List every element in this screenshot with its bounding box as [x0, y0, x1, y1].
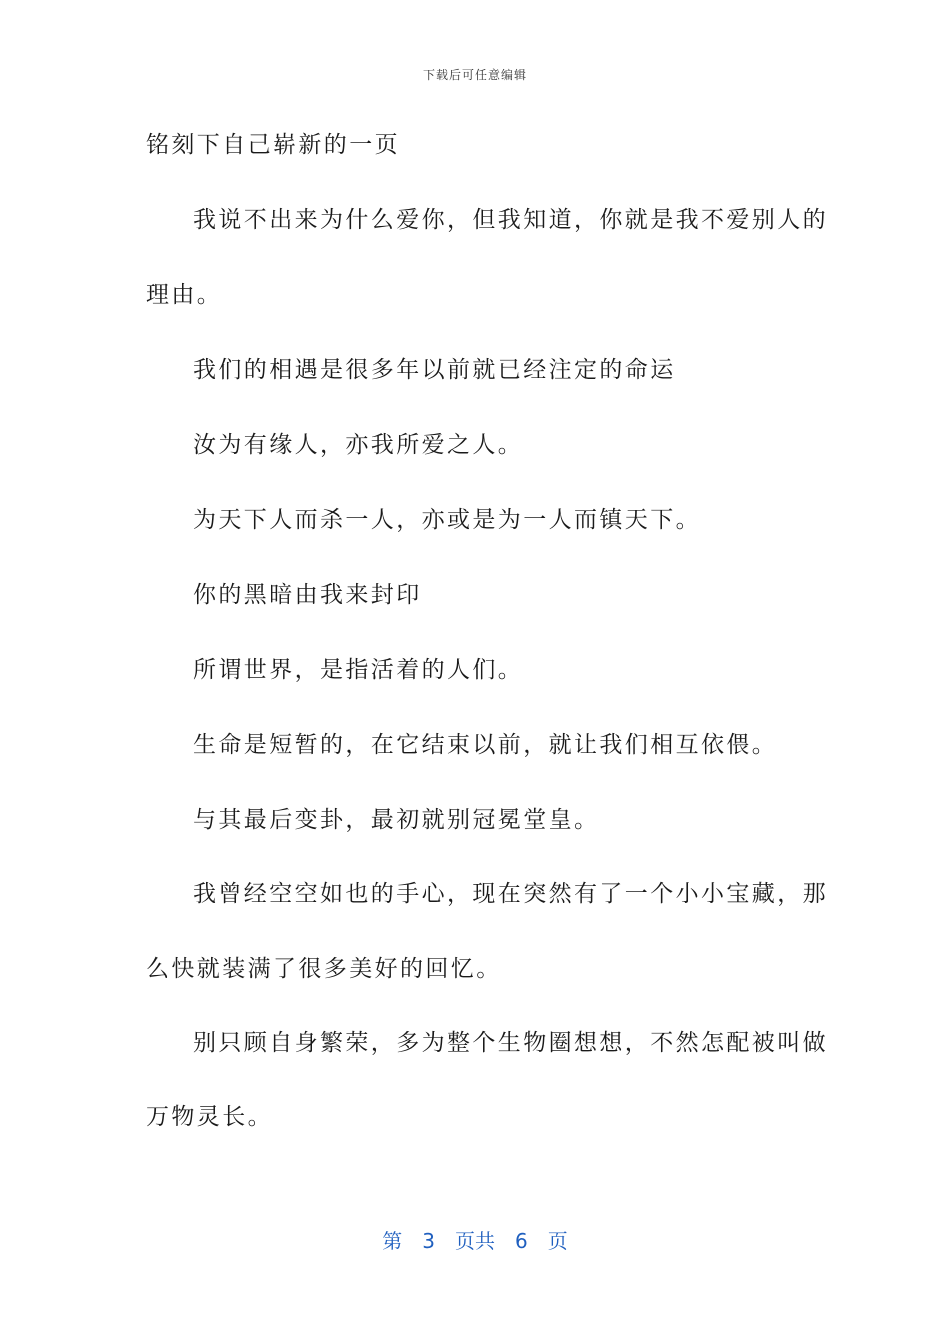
paragraph-line: 所谓世界，是指活着的人们。 [193, 657, 524, 683]
paragraph-line: 我说不出来为什么爱你，但我知道，你就是我不爱别人的 [193, 207, 828, 233]
paragraph-line: 你的黑暗由我来封印 [193, 582, 422, 608]
footer-middle: 页共 [455, 1229, 495, 1253]
footer-suffix: 页 [547, 1229, 568, 1253]
footer-total-pages: 6 [515, 1229, 528, 1253]
paragraph-line: 么快就装满了很多美好的回忆。 [146, 956, 502, 982]
paragraph-line: 铭刻下自己崭新的一页 [146, 132, 400, 158]
paragraph-line: 别只顾自身繁荣，多为整个生物圈想想，不然怎配被叫做 [193, 1030, 828, 1056]
paragraph-line: 理由。 [146, 282, 223, 308]
footer-current-page: 3 [422, 1229, 435, 1253]
paragraph-line: 与其最后变卦，最初就别冠冕堂皇。 [193, 807, 600, 833]
footer-prefix: 第 [382, 1229, 403, 1253]
paragraph-line: 汝为有缘人，亦我所爱之人。 [193, 432, 524, 458]
paragraph-line: 生命是短暂的，在它结束以前，就让我们相互依偎。 [193, 732, 778, 758]
paragraph-line: 我们的相遇是很多年以前就已经注定的命运 [193, 357, 676, 383]
paragraph-line: 我曾经空空如也的手心，现在突然有了一个小小宝藏，那 [193, 881, 828, 907]
paragraph-line: 为天下人而杀一人，亦或是为一人而镇天下。 [193, 507, 701, 533]
paragraph-line: 万物灵长。 [146, 1104, 273, 1130]
page-footer [0, 1225, 950, 1254]
page-header: 下载后可任意编辑 [422, 68, 527, 82]
